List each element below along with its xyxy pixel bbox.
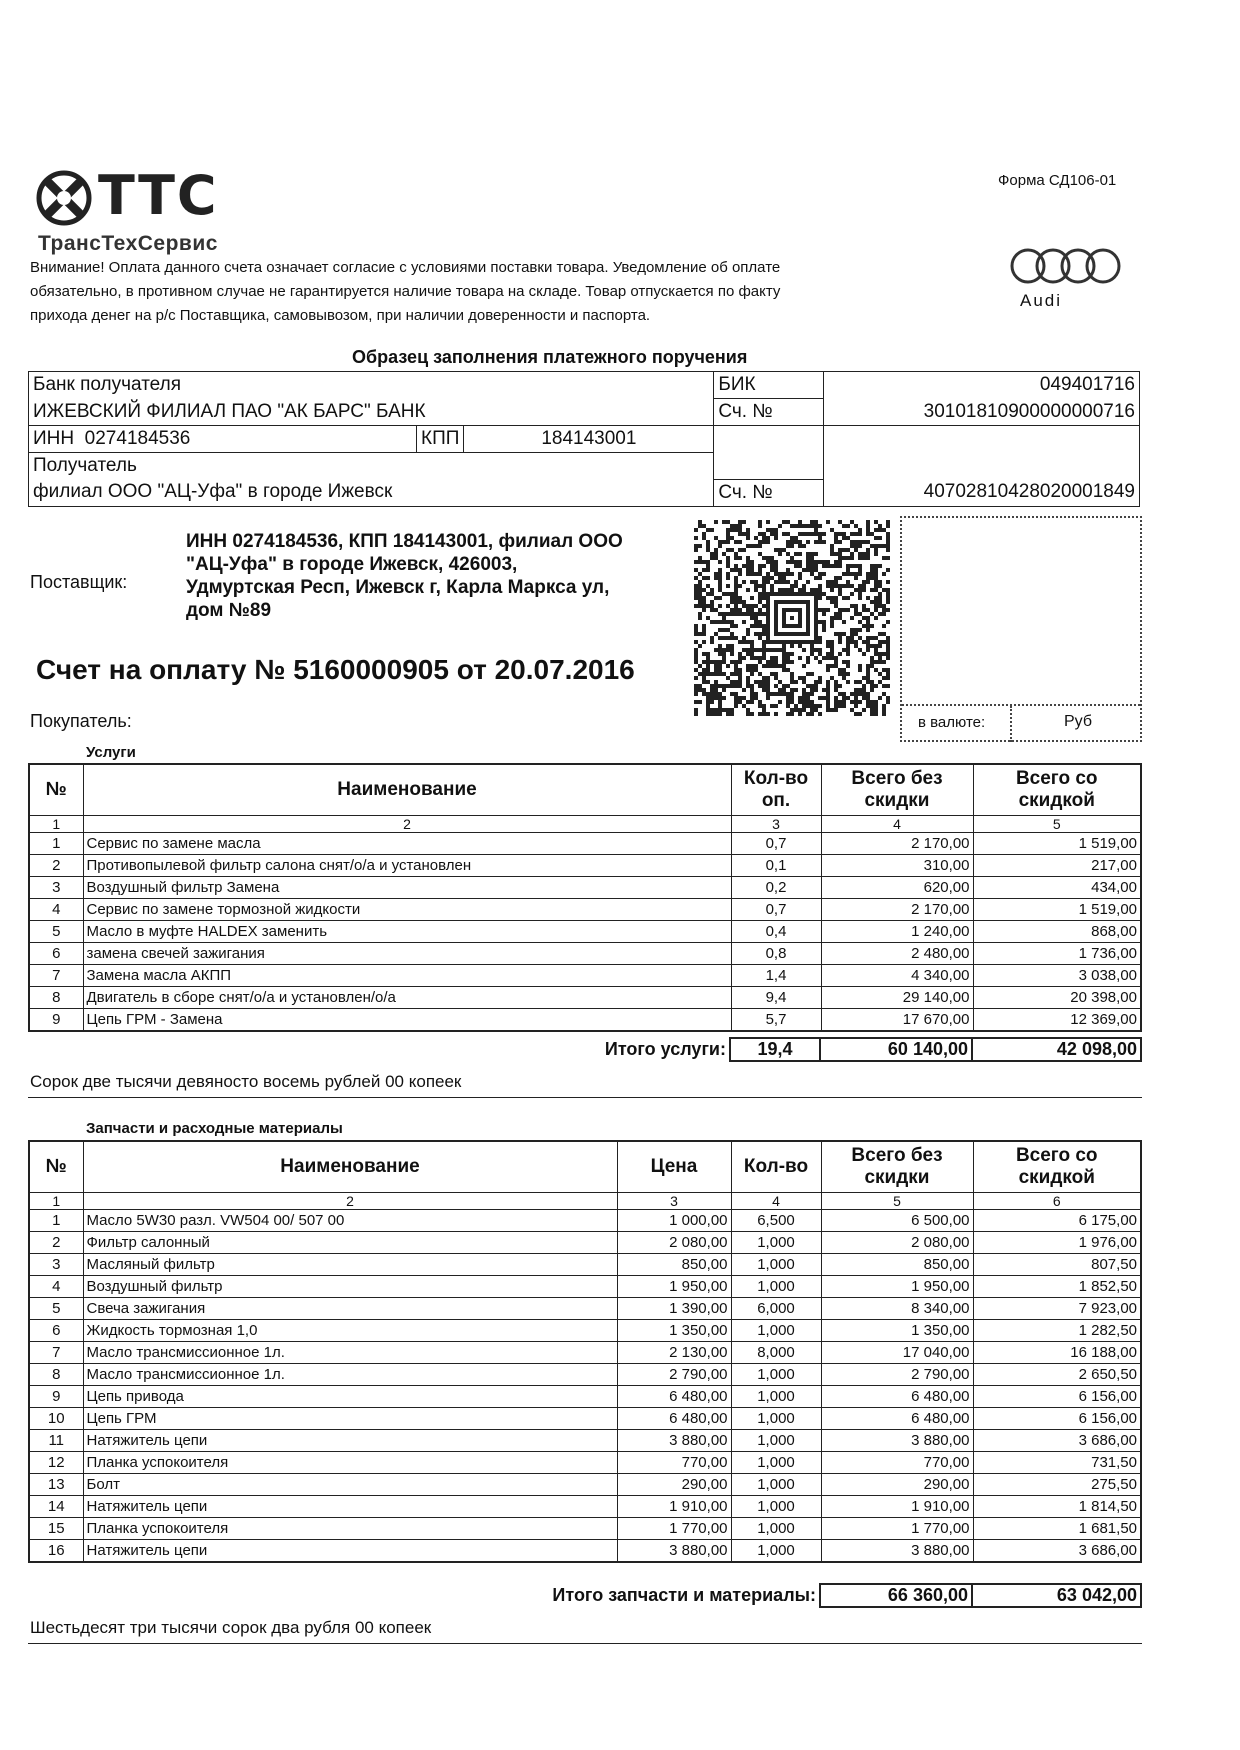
table-cell: 9	[29, 1009, 83, 1032]
account-label: Сч. №	[714, 479, 824, 506]
table-cell: Натяжитель цепи	[83, 1496, 617, 1518]
col-price: Цена	[617, 1141, 731, 1193]
table-cell: 1 814,50	[973, 1496, 1141, 1518]
table-row	[29, 1298, 1141, 1320]
table-cell: 275,50	[973, 1474, 1141, 1496]
index-cell: 1	[29, 816, 83, 833]
col-total	[821, 764, 973, 816]
index-cell: 4	[821, 816, 973, 833]
table-cell: 5	[29, 1298, 83, 1320]
col-num: №	[29, 1141, 83, 1193]
table-cell: 11	[29, 1430, 83, 1452]
table-row	[29, 855, 1141, 877]
company-name: ТрансТехСервис	[38, 232, 218, 255]
table-cell: 8	[29, 1364, 83, 1386]
parts-total-words: Шестьдесят три тысячи сорок два рубля 00 копеек	[30, 1618, 432, 1637]
table-cell: 3 880,00	[821, 1430, 973, 1452]
inn-value: 0274184536	[84, 428, 191, 449]
qr-code	[694, 520, 890, 716]
services-total-words: Сорок две тысячи девяносто восемь рублей 00 копеек	[30, 1072, 462, 1091]
services-table	[28, 763, 1142, 1032]
table-cell: 1,000	[731, 1320, 821, 1342]
index-cell: 5	[973, 816, 1141, 833]
table-cell: 620,00	[821, 877, 973, 899]
table-cell: 850,00	[617, 1254, 731, 1276]
table-cell: Воздушный фильтр	[83, 1276, 617, 1298]
table-cell: Болт	[83, 1474, 617, 1496]
table-cell: 5	[29, 921, 83, 943]
table-cell: 1	[29, 833, 83, 855]
index-row	[29, 816, 1141, 833]
table-cell: Планка успокоителя	[83, 1452, 617, 1474]
table-cell: 9,4	[731, 987, 821, 1009]
parts-total-discount: 63 042,00	[972, 1584, 1141, 1607]
table-cell: 1 350,00	[617, 1320, 731, 1342]
table-cell: 2 170,00	[821, 899, 973, 921]
table-row	[29, 1430, 1141, 1452]
table-cell: Натяжитель цепи	[83, 1430, 617, 1452]
table-cell: 1,000	[731, 1496, 821, 1518]
table-row	[29, 1540, 1141, 1563]
table-row	[29, 899, 1141, 921]
table-cell: 17 040,00	[821, 1342, 973, 1364]
table-cell: 2	[29, 1232, 83, 1254]
table-cell: Цепь ГРМ	[83, 1408, 617, 1430]
table-cell: 6	[29, 943, 83, 965]
parts-table	[28, 1140, 1142, 1563]
table-row	[29, 943, 1141, 965]
currency-box	[902, 704, 1140, 742]
table-cell: 1 852,50	[973, 1276, 1141, 1298]
table-cell: 1	[29, 1210, 83, 1232]
table-cell: 20 398,00	[973, 987, 1141, 1009]
table-cell: Натяжитель цепи	[83, 1540, 617, 1563]
stamp-area	[900, 516, 1142, 742]
table-cell: 850,00	[821, 1254, 973, 1276]
table-row	[29, 1408, 1141, 1430]
table-cell: 1 519,00	[973, 899, 1141, 921]
table-cell: Замена масла АКПП	[83, 965, 731, 987]
table-cell: Сервис по замене тормозной жидкости	[83, 899, 731, 921]
col-total-line: скидки	[864, 1167, 930, 1188]
col-discount-line: скидкой	[1018, 790, 1095, 811]
table-cell: 2 790,00	[821, 1364, 973, 1386]
table-cell: 1,000	[731, 1276, 821, 1298]
audi-rings-icon	[1008, 246, 1126, 286]
table-cell: 16	[29, 1540, 83, 1563]
col-qty	[731, 764, 821, 816]
account-value: 40702810428020001849	[824, 479, 1140, 506]
table-cell: Масло трансмиссионное 1л.	[83, 1342, 617, 1364]
table-row	[29, 1009, 1141, 1032]
table-cell: 2 130,00	[617, 1342, 731, 1364]
col-discount	[973, 764, 1141, 816]
bank-label: Банк получателя	[29, 372, 714, 399]
index-cell: 2	[83, 1193, 617, 1210]
index-cell: 2	[83, 816, 731, 833]
table-row	[29, 1210, 1141, 1232]
table-cell: 6 480,00	[617, 1408, 731, 1430]
table-cell: 4 340,00	[821, 965, 973, 987]
table-cell: 4	[29, 1276, 83, 1298]
index-cell: 5	[821, 1193, 973, 1210]
col-total-line: Всего без	[851, 768, 943, 789]
table-row	[29, 1452, 1141, 1474]
parts-section-title: Запчасти и расходные материалы	[86, 1120, 343, 1137]
table-cell: 6 480,00	[821, 1386, 973, 1408]
notice-line: обязательно, в противном случае не гарантируется наличие товара на складе. Товар отпускается по факту	[30, 283, 781, 300]
table-cell: Масляный фильтр	[83, 1254, 617, 1276]
table-cell: 1 350,00	[821, 1320, 973, 1342]
table-cell: 770,00	[617, 1452, 731, 1474]
table-cell: 6 156,00	[973, 1408, 1141, 1430]
table-row	[29, 1518, 1141, 1540]
table-cell: 1,000	[731, 1540, 821, 1563]
table-row	[29, 1474, 1141, 1496]
table-row	[29, 1320, 1141, 1342]
table-row	[29, 987, 1141, 1009]
table-cell: Масло трансмиссионное 1л.	[83, 1364, 617, 1386]
table-cell: 2 480,00	[821, 943, 973, 965]
table-cell: 29 140,00	[821, 987, 973, 1009]
supplier-details	[186, 530, 623, 622]
table-cell: 8 340,00	[821, 1298, 973, 1320]
table-cell: замена свечей зажигания	[83, 943, 731, 965]
table-cell: 6 500,00	[821, 1210, 973, 1232]
table-cell: 8,000	[731, 1342, 821, 1364]
table-cell: 0,4	[731, 921, 821, 943]
divider	[28, 1643, 1142, 1644]
table-cell: 2 080,00	[617, 1232, 731, 1254]
bank-name: ИЖЕВСКИЙ ФИЛИАЛ ПАО "АК БАРС" БАНК	[29, 399, 714, 426]
table-cell: 3 038,00	[973, 965, 1141, 987]
supplier-line: дом №89	[186, 600, 272, 621]
table-cell: 1 519,00	[973, 833, 1141, 855]
empty-cell	[714, 453, 824, 480]
table-cell: 1,000	[731, 1386, 821, 1408]
table-cell: 1 282,50	[973, 1320, 1141, 1342]
corr-account-value: 30101810900000000716	[824, 399, 1140, 426]
table-row	[29, 1496, 1141, 1518]
table-cell: 434,00	[973, 877, 1141, 899]
table-cell: 9	[29, 1386, 83, 1408]
col-total-line: скидки	[864, 790, 930, 811]
kpp-label: КПП	[417, 426, 464, 453]
table-cell: 0,7	[731, 899, 821, 921]
table-cell: Воздушный фильтр Замена	[83, 877, 731, 899]
table-row	[29, 1386, 1141, 1408]
col-discount-line: скидкой	[1018, 1167, 1095, 1188]
table-cell: 7	[29, 965, 83, 987]
table-cell: 1,000	[731, 1408, 821, 1430]
table-cell: 1 770,00	[617, 1518, 731, 1540]
services-total-qty: 19,4	[730, 1038, 820, 1061]
buyer-label: Покупатель:	[30, 711, 132, 731]
audi-logo	[1008, 246, 1128, 316]
supplier-line: "АЦ-Уфа" в городе Ижевск, 426003,	[186, 554, 518, 575]
table-cell: 1 950,00	[821, 1276, 973, 1298]
table-cell: 1 736,00	[973, 943, 1141, 965]
table-cell: 8	[29, 987, 83, 1009]
table-cell: 1 000,00	[617, 1210, 731, 1232]
table-cell: 5,7	[731, 1009, 821, 1032]
table-cell: 13	[29, 1474, 83, 1496]
notice-line: Внимание! Оплата данного счета означает согласие с условиями поставки товара. Уведомление об оплате	[30, 259, 781, 276]
table-cell: 868,00	[973, 921, 1141, 943]
services-total-label: Итого услуги:	[604, 1039, 726, 1059]
table-cell: Планка успокоителя	[83, 1518, 617, 1540]
table-cell: 1 681,50	[973, 1518, 1141, 1540]
table-cell: Двигатель в сборе снят/о/а и установлен/о/а	[83, 987, 731, 1009]
table-cell: 3 880,00	[617, 1430, 731, 1452]
col-discount-line: Всего со	[1015, 1145, 1098, 1166]
table-cell: 1,000	[731, 1364, 821, 1386]
table-cell: 1 910,00	[617, 1496, 731, 1518]
table-cell: Цепь ГРМ - Замена	[83, 1009, 731, 1032]
supplier-line: Удмуртская Респ, Ижевск г, Карла Маркса ул,	[186, 577, 610, 598]
divider	[28, 1097, 1142, 1098]
logo-letters: TTC	[98, 164, 219, 227]
table-cell: 0,1	[731, 855, 821, 877]
services-total-row	[28, 1037, 1142, 1062]
ttc-logo-mark-icon	[36, 170, 92, 226]
table-cell: Противопылевой фильтр салона снят/о/а и установлен	[83, 855, 731, 877]
empty-cell	[714, 426, 824, 453]
services-section-title: Услуги	[86, 744, 136, 761]
table-row	[29, 921, 1141, 943]
table-row	[29, 965, 1141, 987]
table-row	[29, 1342, 1141, 1364]
table-cell: 1,4	[731, 965, 821, 987]
col-qty: Кол-во	[731, 1141, 821, 1193]
currency-label: в валюте:	[918, 714, 986, 731]
col-discount-line: Всего со	[1015, 768, 1098, 789]
table-cell: 1 390,00	[617, 1298, 731, 1320]
recipient-name: филиал ООО "АЦ-Уфа" в городе Ижевск	[29, 479, 714, 506]
parts-total-row	[28, 1583, 1142, 1608]
inn-cell	[29, 426, 417, 453]
form-code: Форма СД106-01	[998, 172, 1117, 189]
col-name: Наименование	[83, 1141, 617, 1193]
col-total	[821, 1141, 973, 1193]
empty-cell	[824, 453, 1140, 480]
table-cell: 2 790,00	[617, 1364, 731, 1386]
table-cell: Свеча зажигания	[83, 1298, 617, 1320]
table-cell: 7	[29, 1342, 83, 1364]
bik-label: БИК	[714, 372, 824, 399]
supplier-label: Поставщик:	[30, 572, 128, 592]
payment-form-table	[28, 371, 1140, 507]
table-cell: 1,000	[731, 1254, 821, 1276]
table-cell: 6,000	[731, 1298, 821, 1320]
table-cell: 3	[29, 877, 83, 899]
index-cell: 3	[731, 816, 821, 833]
table-cell: 1 950,00	[617, 1276, 731, 1298]
table-row	[29, 1364, 1141, 1386]
table-cell: 15	[29, 1518, 83, 1540]
table-cell: 1,000	[731, 1474, 821, 1496]
table-cell: 0,2	[731, 877, 821, 899]
audi-label: Audi	[1020, 291, 1063, 310]
table-cell: 3 686,00	[973, 1430, 1141, 1452]
table-row	[29, 1276, 1141, 1298]
table-cell: 1 910,00	[821, 1496, 973, 1518]
inn-label: ИНН	[33, 428, 75, 449]
parts-total-label: Итого запчасти и материалы:	[552, 1585, 816, 1605]
parts-total-sum: 66 360,00	[820, 1584, 972, 1607]
qr-code-icon	[694, 520, 890, 716]
table-row	[29, 833, 1141, 855]
table-cell: 1 770,00	[821, 1518, 973, 1540]
table-cell: Масло в муфте HALDEX заменить	[83, 921, 731, 943]
recipient-label: Получатель	[29, 453, 714, 480]
table-cell: 731,50	[973, 1452, 1141, 1474]
table-cell: 1,000	[731, 1452, 821, 1474]
col-qty-line: оп.	[761, 790, 791, 811]
table-cell: Фильтр салонный	[83, 1232, 617, 1254]
payment-notice	[30, 256, 910, 328]
table-cell: 0,8	[731, 943, 821, 965]
table-row	[29, 877, 1141, 899]
table-row	[29, 1232, 1141, 1254]
table-cell: 14	[29, 1496, 83, 1518]
table-cell: 3	[29, 1254, 83, 1276]
table-cell: 7 923,00	[973, 1298, 1141, 1320]
supplier-line: ИНН 0274184536, КПП 184143001, филиал ООО	[186, 531, 623, 552]
table-cell: 6,500	[731, 1210, 821, 1232]
table-cell: 16 188,00	[973, 1342, 1141, 1364]
table-cell: Цепь привода	[83, 1386, 617, 1408]
payment-form-title: Образец заполнения платежного поручения	[352, 347, 748, 367]
table-cell: 2 170,00	[821, 833, 973, 855]
services-total-sum: 60 140,00	[820, 1038, 972, 1061]
table-cell: 3 880,00	[617, 1540, 731, 1563]
services-total-discount: 42 098,00	[972, 1038, 1141, 1061]
table-cell: 290,00	[821, 1474, 973, 1496]
index-cell: 6	[973, 1193, 1141, 1210]
col-name: Наименование	[83, 764, 731, 816]
table-cell: 1 976,00	[973, 1232, 1141, 1254]
table-cell: Сервис по замене масла	[83, 833, 731, 855]
corr-account-label: Сч. №	[714, 399, 824, 426]
table-cell: 6	[29, 1320, 83, 1342]
table-cell: 217,00	[973, 855, 1141, 877]
empty-cell	[824, 426, 1140, 453]
table-cell: 12	[29, 1452, 83, 1474]
table-cell: 2 080,00	[821, 1232, 973, 1254]
table-cell: 0,7	[731, 833, 821, 855]
index-cell: 4	[731, 1193, 821, 1210]
table-cell: 1,000	[731, 1430, 821, 1452]
index-cell: 1	[29, 1193, 83, 1210]
table-cell: 1,000	[731, 1232, 821, 1254]
table-cell: 290,00	[617, 1474, 731, 1496]
table-row	[29, 1254, 1141, 1276]
table-cell: 1,000	[731, 1518, 821, 1540]
table-cell: 3 686,00	[973, 1540, 1141, 1563]
table-cell: 310,00	[821, 855, 973, 877]
table-cell: 4	[29, 899, 83, 921]
index-row	[29, 1193, 1141, 1210]
table-cell: 1 240,00	[821, 921, 973, 943]
col-qty-line: Кол-во	[743, 768, 809, 789]
table-cell: 2 650,50	[973, 1364, 1141, 1386]
notice-line: прихода денег на р/с Поставщика, самовывозом, при наличии доверенности и паспорта.	[30, 307, 651, 324]
index-cell: 3	[617, 1193, 731, 1210]
currency-value: Руб	[1064, 713, 1093, 730]
table-cell: 2	[29, 855, 83, 877]
currency-divider	[1010, 706, 1012, 742]
col-total-line: Всего без	[851, 1145, 943, 1166]
table-cell: 6 480,00	[821, 1408, 973, 1430]
table-cell: 17 670,00	[821, 1009, 973, 1032]
col-discount	[973, 1141, 1141, 1193]
kpp-value: 184143001	[464, 426, 714, 453]
table-cell: 6 175,00	[973, 1210, 1141, 1232]
table-cell: Жидкость тормозная 1,0	[83, 1320, 617, 1342]
table-cell: 770,00	[821, 1452, 973, 1474]
invoice-title: Счет на оплату № 5160000905 от 20.07.2016	[36, 654, 635, 685]
table-cell: 3 880,00	[821, 1540, 973, 1563]
table-cell: 807,50	[973, 1254, 1141, 1276]
table-cell: 6 156,00	[973, 1386, 1141, 1408]
company-logo	[36, 164, 236, 228]
table-cell: 12 369,00	[973, 1009, 1141, 1032]
table-cell: Масло 5W30 разл. VW504 00/ 507 00	[83, 1210, 617, 1232]
table-cell: 6 480,00	[617, 1386, 731, 1408]
bik-value: 049401716	[824, 372, 1140, 399]
table-cell: 10	[29, 1408, 83, 1430]
col-num: №	[29, 764, 83, 816]
